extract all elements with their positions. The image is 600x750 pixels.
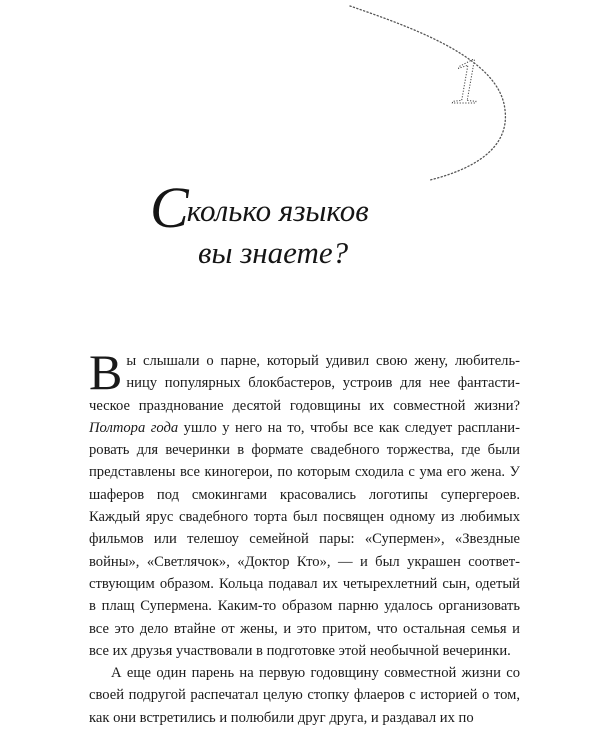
paragraph-1 [89, 344, 520, 662]
paragraph-1-rest: ушло у него на то, чтобы все как следует распланировать для вечеринки в формате свадебного торжества, где были представлены все киногерои, по которым сходила с ума его жена. У шаферов под смокингами красовались логотипы супергероев. Каждый ярус свадебного торта был посвящен одному из любимых фильмов или телешоу семейной пары: «Супермен», «Звездные войны», «Светлячок», «Доктор Кто», — и был украшен соответствующим образом. Кольца подавал их четырехлетний сын, одетый в плащ Супермена. Каким-то образом парню удалось организовать все это дело втайне от жены, и это притом, что остальная семья и все их друзья участвовали в подготовке этой необычной вечеринки. [89, 419, 520, 659]
paragraph-1-emphasis: Полтора года [89, 419, 179, 436]
title-initial-letter: С [150, 175, 185, 240]
chapter-ornament [0, 0, 600, 200]
chapter-title [150, 175, 530, 274]
title-line-2: вы знаете? [198, 235, 349, 270]
drop-cap: В [89, 344, 123, 400]
title-line-1 [150, 175, 530, 240]
body-text [89, 344, 520, 729]
paragraph-2: А еще один парень на первую годовщину совместной жизни со своей подругой распечатал целую стопку флаеров с историей о том, как они встретились и полюбили друг друга, и раздавал их по [89, 665, 520, 726]
paragraph-1-start: ы слышали о парне, который удивил свою жену, любительницу популярных блокбастеров, устроив для нее фантастическое празднование десятой годовщины их совместной жизни? [89, 353, 520, 414]
chapter-number: 1 [450, 45, 483, 118]
title-line-1-text: колько языков [186, 193, 369, 228]
